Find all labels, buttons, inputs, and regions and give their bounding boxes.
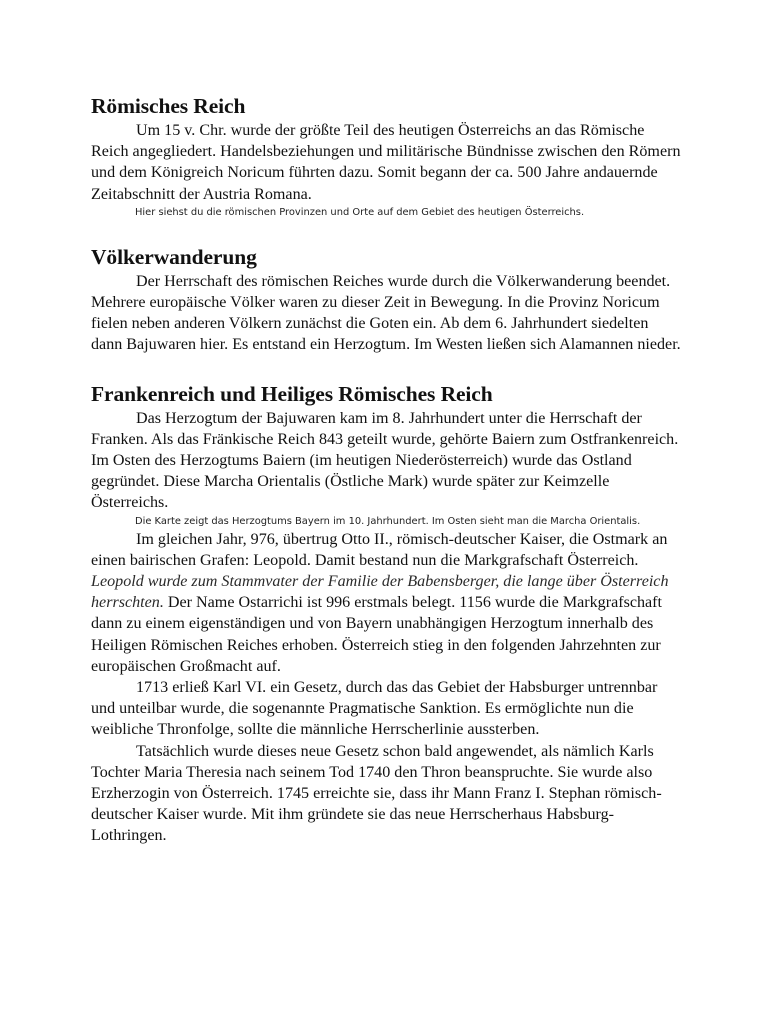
- paragraph: Der Herrschaft des römischen Reiches wurde durch die Völkerwanderung beendet. Mehrere europäische Völker waren zu dieser Zeit in Bewegung. In die Provinz Noricum fielen neben anderen Völkern zunächst die Goten ein. Ab dem 6. Jahrhundert siedelten dann Bajuwaren hier. Es entstand ein Herzogtum. Im Westen ließen sich Alamannen nieder.: [91, 272, 681, 354]
- figure-caption: Hier siehst du die römischen Provinzen und Orte auf dem Gebiet des heutigen Österreichs.: [135, 206, 585, 218]
- figure-caption: Die Karte zeigt das Herzogtums Bayern im 10. Jahrhundert. Im Osten sieht man die Marcha Orientalis.: [135, 515, 641, 527]
- document-content: [91, 92, 681, 866]
- paragraph-otto: [91, 529, 681, 677]
- section-frankenreich: [91, 380, 681, 847]
- section-voelkerwanderung: [91, 243, 681, 356]
- paragraph-text: Der Name Ostarrichi ist 996 erstmals belegt. 1156 wurde die Markgrafschaft dann zu einem eigenständigen und von Bayern unabhängigen Herzogtum innerhalb des Heiligen Römischen Reiches erhoben. Österreich stieg in den folgenden Jahrzehnten zur europäischen Großmacht auf.: [91, 594, 663, 675]
- section-heading: Frankenreich und Heiliges Römisches Reich: [91, 381, 493, 406]
- section-heading: Völkerwanderung: [91, 244, 257, 269]
- section-roemisches-reich: [91, 92, 681, 220]
- paragraph: Das Herzogtum der Bajuwaren kam im 8. Jahrhundert unter die Herrschaft der Franken. Als das Fränkische Reich 843 geteilt wurde, gehörte Baiern zum Ostfrankenreich. Im Osten des Herzogtums Baiern (im heutigen Niederösterreich) wurde das Ostland gegründet. Diese Marcha Orientalis (Östliche Mark) wurde später zur Keimzelle Österreichs.: [91, 409, 679, 512]
- paragraph-text: Im gleichen Jahr, 976, übertrug Otto II., römisch-deutscher Kaiser, die Ostmark an einen bairischen Grafen: Leopold. Damit bestand nun die Markgrafschaft Österreich.: [91, 530, 668, 569]
- paragraph: Um 15 v. Chr. wurde der größte Teil des heutigen Österreichs an das Römische Reich angegliedert. Handelsbeziehungen und militärische Bündnisse zwischen den Römern und dem Königreich Noricum führten dazu. Somit begann der ca. 500 Jahre andauernde Zeitabschnitt der Austria Romana.: [91, 122, 681, 203]
- paragraph-maria-theresia: Tatsächlich wurde dieses neue Gesetz schon bald angewendet, als nämlich Karls Tochter Maria Theresia nach seinem Tod 1740 den Thron beanspruchte. Sie wurde also Erzherzogin von Österreich. 1745 erreichte sie, dass ihr Mann Franz I. Stephan römisch-deutscher Kaiser wurde. Mit ihm gründete sie das neue Herrscherhaus Habsburg-Lothringen.: [91, 742, 662, 845]
- italic-quote: Leopold wurde zum Stammvater der Familie der Babensberger, die lange über Österreich herrschten.: [91, 573, 669, 612]
- paragraph-karl: 1713 erließ Karl VI. ein Gesetz, durch das das Gebiet der Habsburger untrennbar und unteilbar wurde, die sogenannte Pragmatische Sanktion. Es ermöglichte nun die weibliche Thronfolge, sollte die männliche Herrscherlinie aussterben.: [91, 679, 658, 739]
- section-heading: Römisches Reich: [91, 94, 246, 118]
